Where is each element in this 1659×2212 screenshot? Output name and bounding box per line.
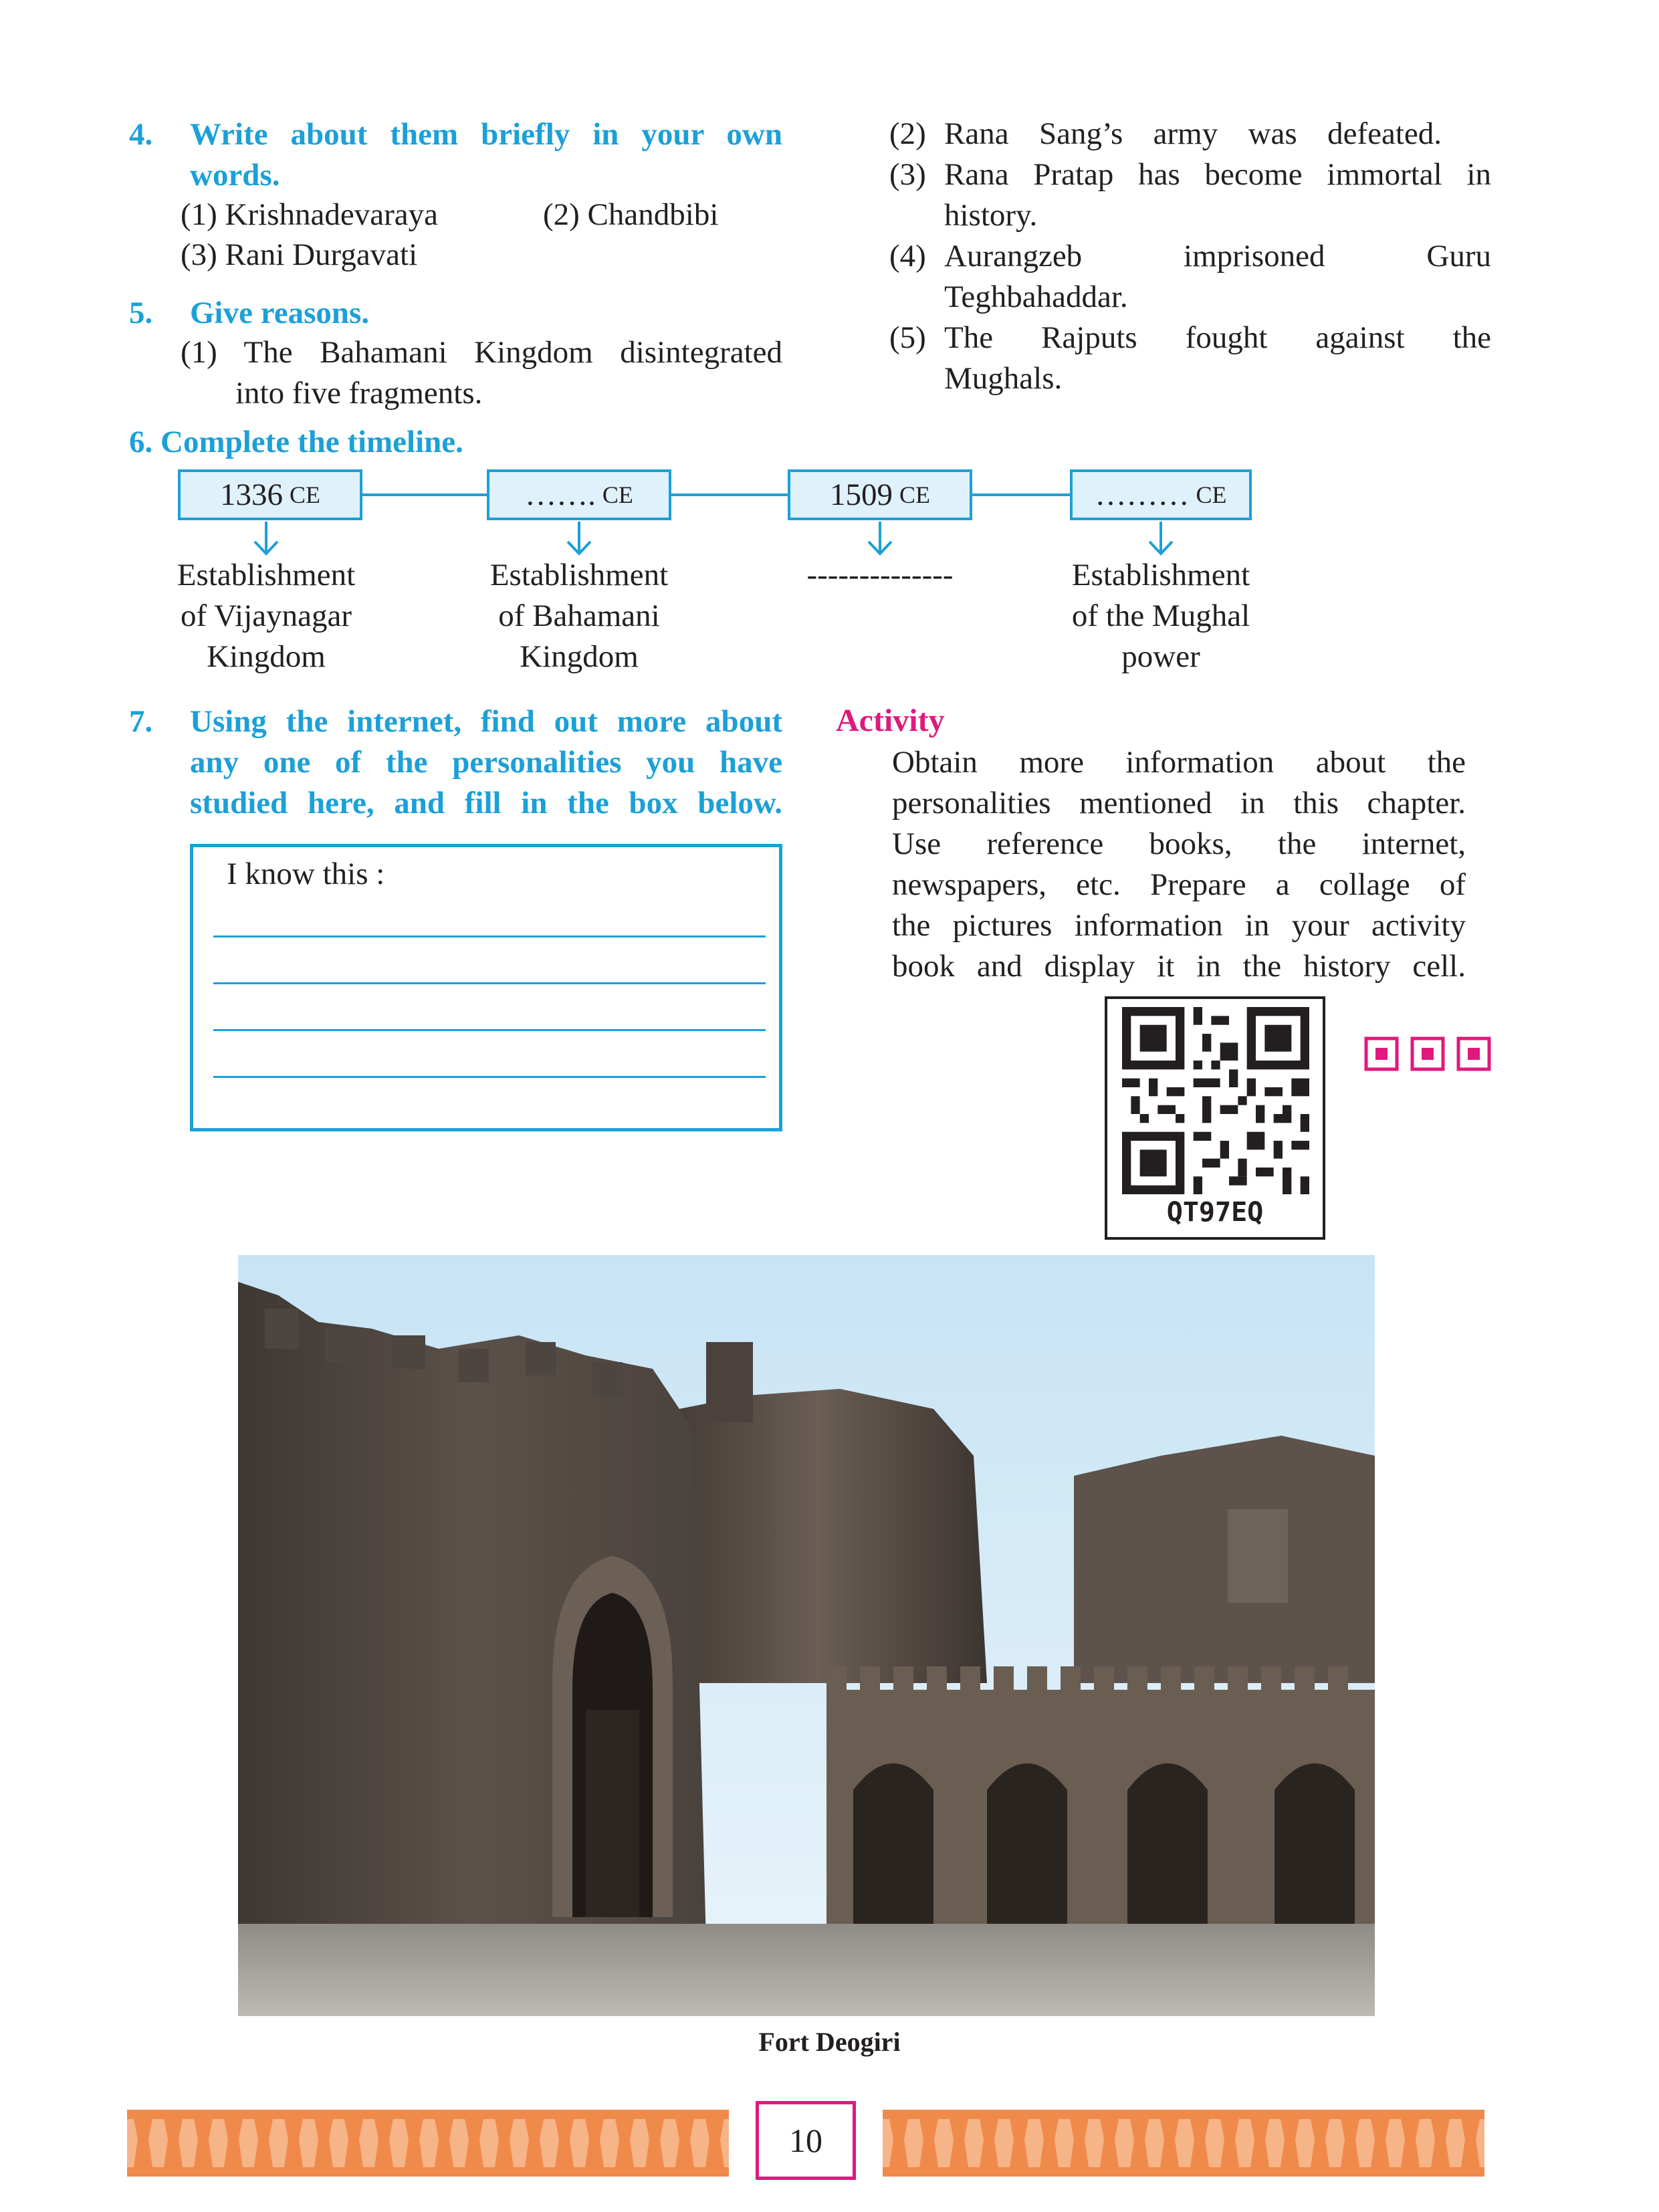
timeline-box-2	[487, 469, 671, 520]
reason-4-num: (4)	[889, 239, 926, 273]
timeline-year: ………	[1095, 477, 1190, 512]
reason-5-line1: The Rajputs fought against the	[944, 320, 1491, 355]
timeline-box-3	[788, 469, 972, 520]
q7-number: 7.	[129, 704, 153, 739]
timeline-connector	[970, 493, 1077, 496]
writing-line	[213, 982, 766, 984]
q4-title-line2: words.	[190, 158, 280, 193]
activity-line: Use reference books, the internet,	[892, 826, 1466, 861]
q4-item-1: (1) Krishnadevaraya	[181, 197, 438, 232]
qr-code-text: QT97EQ	[1166, 1197, 1264, 1228]
reason-3-num: (3)	[889, 157, 926, 192]
qr-code[interactable]	[1105, 996, 1325, 1240]
decorative-border-left	[127, 2110, 729, 2177]
q5-title: Give reasons.	[190, 296, 370, 330]
timeline-era: CE	[899, 481, 930, 508]
activity-heading: Activity	[836, 703, 945, 738]
q7-line1: Using the internet, find out more about	[190, 704, 782, 739]
reason-3-line2: history.	[944, 198, 1038, 233]
timeline-label-3-blank: --------------	[806, 558, 954, 592]
q5-item1-line1: (1) The Bahamani Kingdom disintegrated	[181, 335, 782, 370]
reason-2-num: (2)	[889, 116, 926, 151]
timeline-year: 1509	[829, 477, 893, 512]
timeline-year: …….	[525, 477, 596, 512]
activity-line: the pictures information in your activity	[892, 908, 1466, 943]
writing-line	[213, 1029, 766, 1031]
reason-3-line1: Rana Pratap has become immortal in	[944, 157, 1491, 192]
activity-line: personalities mentioned in this chapter.	[892, 786, 1466, 820]
timeline-label-1: Establishment of Vijaynagar Kingdom	[177, 558, 356, 674]
reason-4-line2: Teghbahaddar.	[944, 280, 1128, 314]
timeline-era: CE	[1196, 481, 1227, 508]
decorative-border-right	[883, 2110, 1484, 2177]
q4-title-line1: Write about them briefly in your own	[190, 117, 782, 152]
timeline-era: CE	[602, 481, 633, 508]
activity-line: Obtain more information about the	[892, 745, 1466, 780]
reason-5-line2: Mughals.	[944, 361, 1063, 396]
reason-5-num: (5)	[889, 320, 926, 355]
timeline-label-4: Establishment of the Mughal power	[1071, 558, 1250, 674]
q4-number: 4.	[129, 117, 153, 152]
timeline-year: 1336	[219, 477, 283, 512]
timeline-box-4	[1070, 469, 1252, 520]
activity-line: newspapers, etc. Prepare a collage of	[892, 867, 1466, 902]
fort-deogiri-photo	[238, 1255, 1375, 2016]
q5-item1-line2: into five fragments.	[235, 376, 483, 411]
timeline-era: CE	[289, 481, 320, 508]
q4-item-2: (2) Chandbibi	[543, 197, 719, 232]
fort-illustration	[238, 1255, 1375, 2016]
q7-line3: studied here, and fill in the box below.	[190, 786, 782, 820]
qr-code-pattern	[1115, 1007, 1316, 1194]
writing-line	[213, 1076, 766, 1078]
page-number: 10	[756, 2101, 856, 2180]
end-marker-icon	[1364, 1035, 1491, 1073]
q7-line2: any one of the personalities you have	[190, 745, 782, 780]
timeline-box-1	[178, 469, 362, 520]
reason-2-line1: Rana Sang’s army was defeated.	[944, 116, 1442, 151]
activity-line: book and display it in the history cell.	[892, 949, 1466, 984]
q4-item-3: (3) Rani Durgavati	[181, 237, 418, 272]
timeline-label-2: Establishment of Bahamani Kingdom	[489, 558, 669, 674]
timeline-connector	[669, 493, 789, 496]
photo-caption: Fort Deogiri	[758, 2027, 901, 2057]
reason-4-line1: Aurangzeb imprisoned Guru	[944, 239, 1491, 273]
timeline-connector	[361, 493, 488, 496]
box-label: I know this :	[227, 857, 385, 891]
writing-line	[213, 935, 766, 937]
i-know-this-box[interactable]	[190, 844, 782, 1131]
q5-number: 5.	[129, 296, 153, 330]
q6-title: 6. Complete the timeline.	[129, 425, 463, 459]
